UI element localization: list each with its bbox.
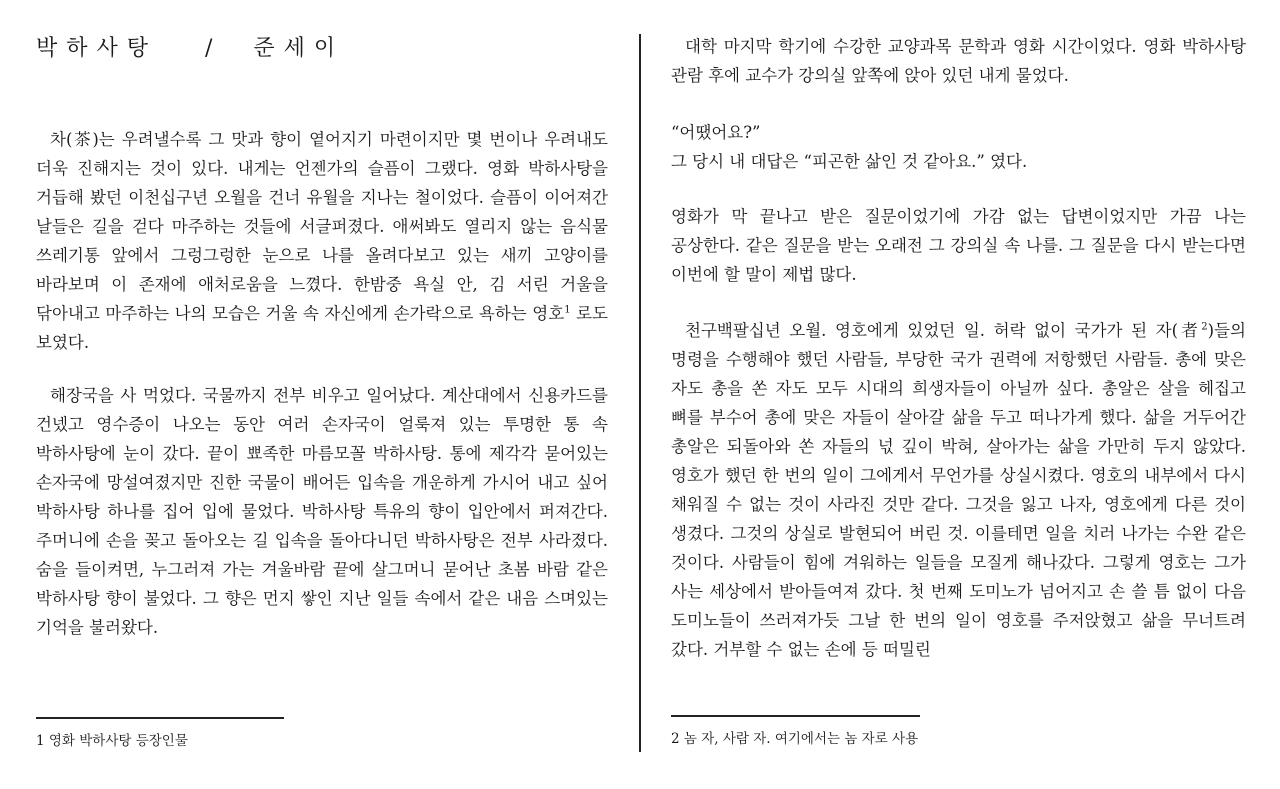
left-footnote-mark: 1 [36,733,45,749]
right-dialogue [671,118,1246,176]
right-paragraph-4 [671,316,1246,664]
dialogue-answer: 그 당시 내 대답은 “피곤한 삶인 것 같아요.” 였다. [671,152,1028,171]
dialogue-question: “어땠어요?” [671,123,761,142]
left-footnote [36,731,188,751]
right-paragraph-4-text: 천구백팔십년 오월. 영호에게 있었던 일. 허락 없이 국가가 된 자(者 [685,321,1202,340]
right-paragraph-4-tail: )들의 명령을 수행해야 했던 사람들, 부당한 국가 권력에 저항했던 사람들. 총에 맞은 자도 총을 쏜 자도 모두 시대의 희생자들이 아닐까 싶다. 총알은 살을 헤집고 뼈를 부수어 총에 맞은 자들이 살아갈 삶을 두고 떠나가게 했다. 삶을 거두어간 총알은 되돌아와 쏜 자들의 넋 깊이 박혀, 살아가는 삶을 가만히 두지 않았다. 영호가 했던 한 번의 일이 그에게서 무언가를 상실시켰다. 영호의 내부에서 다시 채워질 수 없는 것이 사라진 것만 같다. 그것을 잃고 나자, 영호에게 다른 것이 생겼다. 그것의 상실로 발현되어 버린 것. 이를테면 일을 치러 나가는 수완 같은 것이다. 사람들이 힘에 겨워하는 일들을 모질게 해나갔다. 그렇게 영호는 그가 사는 세상에서 받아들여져 갔다. 첫 번째 도미노가 넘어지고 손 쓸 틈 없이 다음 도미노들이 쓰러져가듯 그날 한 번의 일이 영호를 주저앉혔고 삶을 무너트려 갔다. 거부할 수 없는 손에 등 떠밀린 [671,321,1246,659]
right-paragraph-3: 영화가 막 끝나고 받은 질문이었기에 가감 없는 답변이었지만 가끔 나는 공상한다. 같은 질문을 받는 오래전 그 강의실 속 나를. 그 질문을 다시 받는다면 이번에 할 말이 제법 많다. [671,207,1246,284]
left-footnote-rule [36,717,284,719]
column-divider [639,34,641,752]
right-footnote-text: 놈 자, 사람 자. 여기에서는 놈 자로 사용 [679,731,919,747]
right-paragraph-1: 대학 마지막 학기에 수강한 교양과목 문학과 영화 시간이었다. 영화 박하사탕 관람 후에 교수가 강의실 앞쪽에 앉아 있던 내게 물었다. [671,37,1246,85]
document-title: 박하사탕 / 준세이 [36,36,345,61]
right-footnote-rule [671,715,920,717]
left-paragraph-1 [36,125,608,357]
footnote-ref-2: 2 [1201,321,1208,333]
left-paragraph-1-text: 차(茶)는 우려낼수록 그 맛과 향이 옅어지기 마련이지만 몇 번이나 우려내도 더욱 진해지는 것이 있다. 내게는 언젠가의 슬픔이 그랬다. 영화 박하사탕을 거듭해 봤던 이천십구년 오월을 건너 유월을 지나는 철이었다. 슬픔이 이어져간 날들은 길을 걷다 마주하는 것들에 서글퍼졌다. 애써봐도 열리지 않는 음식물 쓰레기통 앞에서 그렁그렁한 눈으로 나를 올려다보고 있는 새끼 고양이를 바라보며 이 존재에 애처로움을 느꼈다. 한밤중 욕실 안, 김 서린 거울을 닦아내고 마주하는 나의 모습은 거울 속 자신에게 손가락으로 욕하는 영호 [36,130,608,323]
right-footnote [671,729,918,749]
right-footnote-mark: 2 [671,731,680,747]
left-paragraph-1-tail: 로도 보였다. [36,304,608,352]
left-paragraph-2: 해장국을 사 먹었다. 국물까지 전부 비우고 일어났다. 계산대에서 신용카드를 건넸고 영수증이 나오는 동안 여러 손자국이 얼룩져 있는 투명한 통 속 박하사탕에 눈이 갔다. 끝이 뾰족한 마름모꼴 박하사탕. 통에 제각각 묻어있는 손자국에 망설여졌지만 진한 국물이 배어든 입속을 개운하게 가시어 내고 싶어 박하사탕 하나를 집어 입에 물었다. 박하사탕 특유의 향이 입안에서 퍼져간다. 주머니에 손을 꽂고 돌아오는 길 입속을 돌아다니던 박하사탕은 전부 사라졌다. 숨을 들이켜면, 누그러져 가는 겨울바람 끝에 살그머니 묻어난 초봄 바람 같은 박하사탕 향이 불었다. 그 향은 먼지 쌓인 지난 일들 속에서 같은 내음 스며있는 기억을 불러왔다. [36,386,608,637]
footnote-ref-1: 1 [564,304,571,316]
left-footnote-text: 영화 박하사탕 등장인물 [44,733,188,749]
